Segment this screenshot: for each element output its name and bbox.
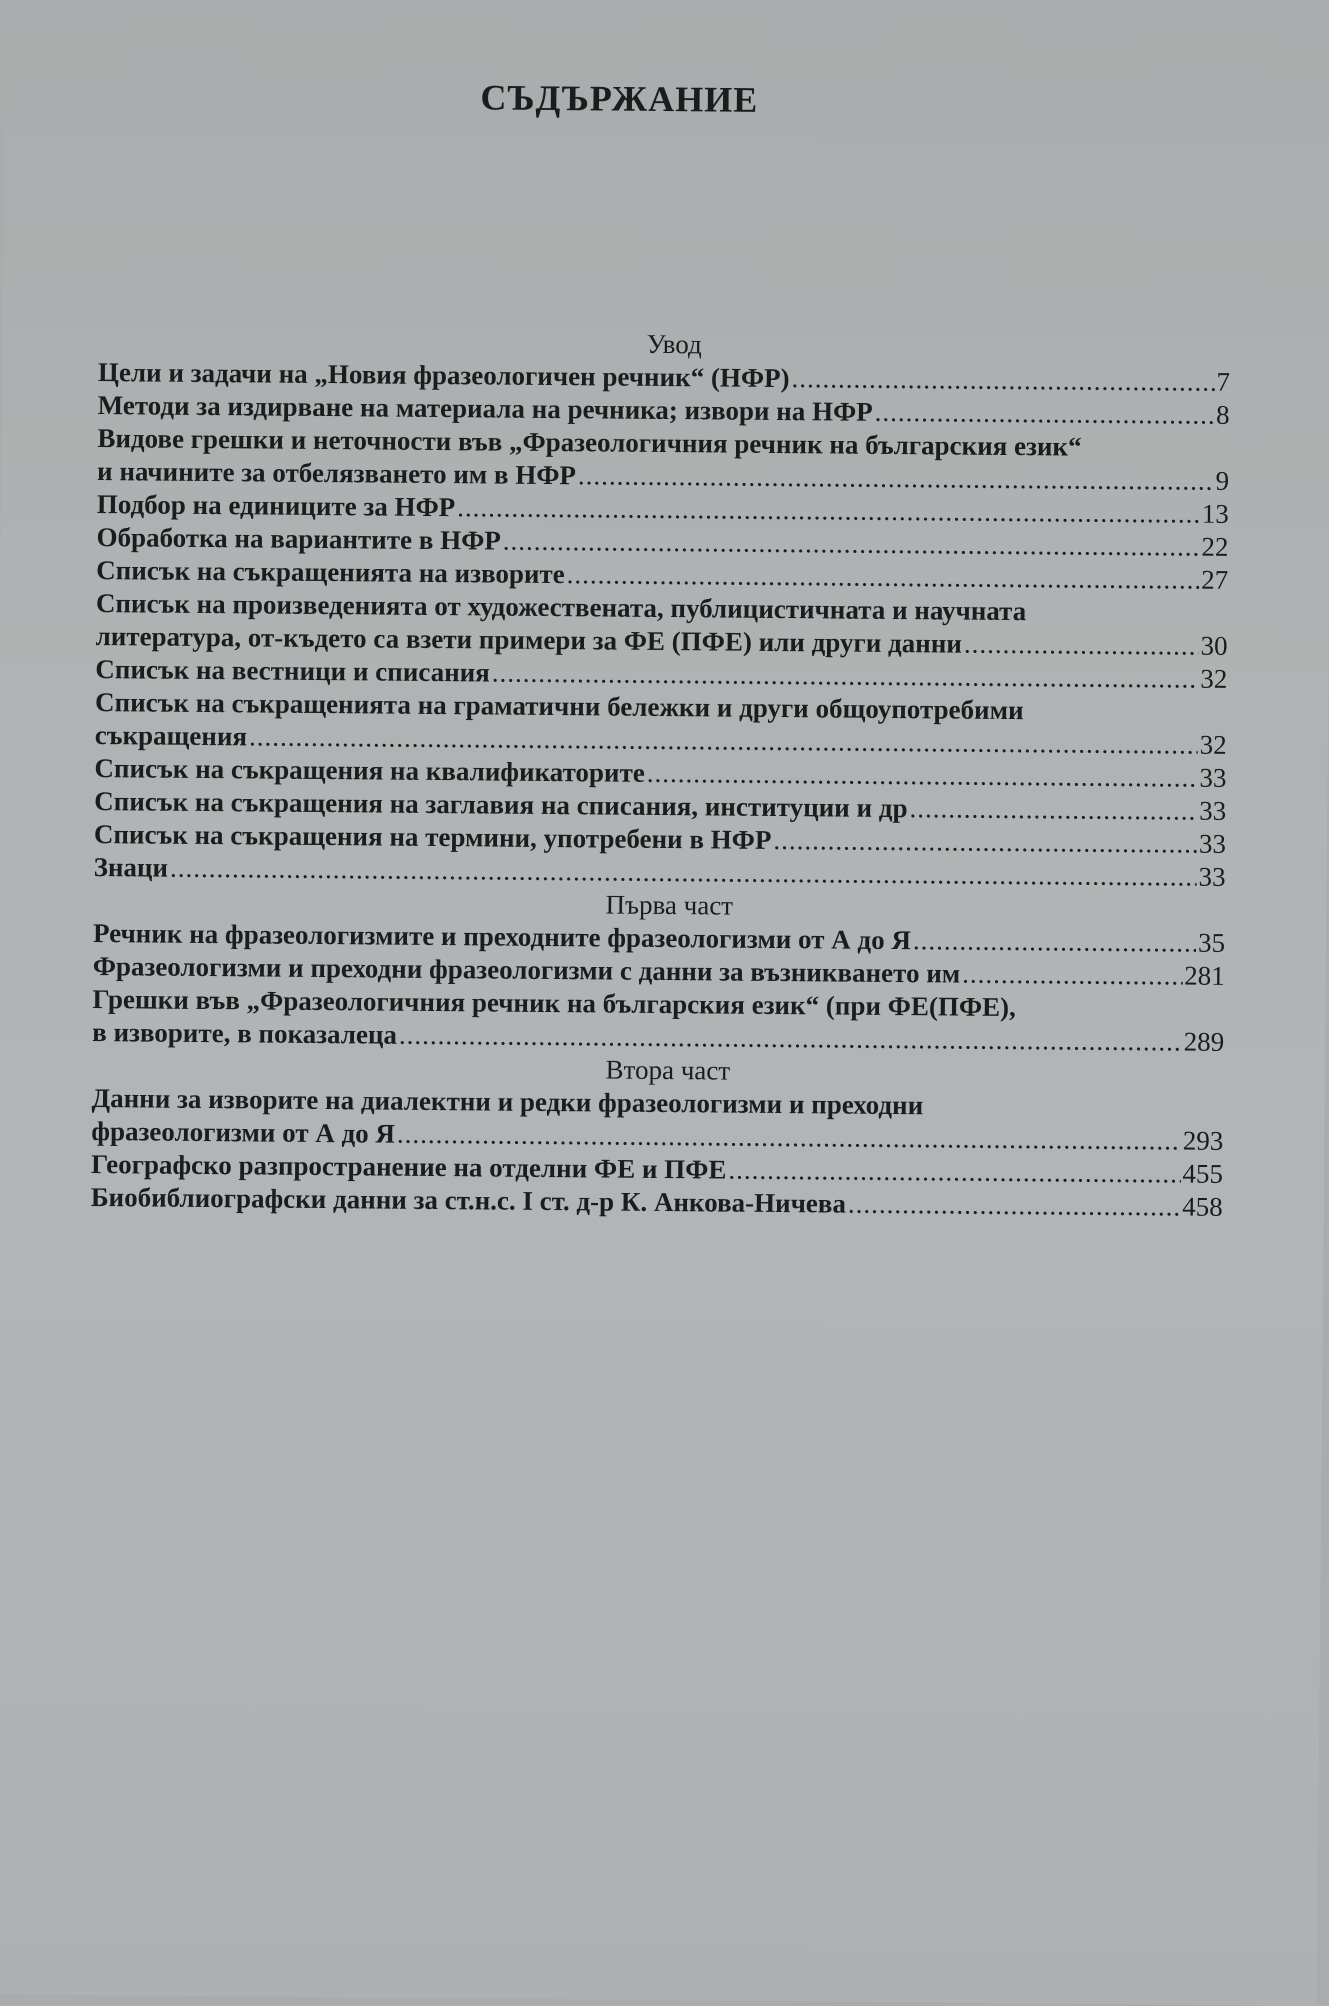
toc-entry[interactable] — [91, 1082, 1224, 1158]
dot-leader — [791, 362, 1214, 399]
toc-entry[interactable] — [96, 587, 1229, 663]
section-heading: Втора част — [605, 1054, 731, 1086]
page-number: 8 — [1216, 399, 1230, 430]
dot-leader — [647, 757, 1198, 795]
dot-leader — [399, 1019, 1182, 1059]
toc-entry-text: Обработка на вариантите в НФР — [96, 522, 501, 556]
dot-leader — [848, 1188, 1181, 1224]
toc-entry-text: Списък на съкращения на термини, употребени в НФР — [93, 819, 772, 855]
toc-entry[interactable] — [95, 686, 1228, 762]
toc-entry-text: Списък на произведенията от художествената, публицистичната и научната — [95, 588, 1027, 627]
section-heading: Първа част — [605, 889, 734, 921]
toc-entry-text: фразеологизми от А до Я — [91, 1116, 396, 1149]
dot-leader — [909, 792, 1197, 828]
page-number: 33 — [1198, 828, 1227, 859]
section-heading: Увод — [646, 328, 702, 360]
dot-leader — [578, 459, 1214, 498]
page-number: 30 — [1200, 630, 1228, 661]
page-title: СЪДЪРЖАНИЕ — [480, 77, 759, 120]
page-number: 22 — [1201, 531, 1229, 562]
page-number: 293 — [1182, 1125, 1224, 1156]
page-number: 455 — [1182, 1158, 1224, 1189]
toc-entry-text: Списък на вестници и списания — [95, 654, 491, 688]
page-number: 9 — [1215, 465, 1230, 496]
page-number: 458 — [1182, 1191, 1223, 1222]
toc-entry[interactable] — [97, 422, 1230, 498]
toc-entry-text: Методи за издирване на материала на речника; извори на НФР — [97, 390, 873, 427]
dot-leader — [728, 1154, 1180, 1191]
toc-entry-text: Цели и задачи на „Новия фразеологичен речник“ (НФР) — [97, 357, 790, 394]
toc-entry-text: Списък на съкращенията на изворите — [96, 555, 565, 590]
page-number: 32 — [1200, 663, 1228, 694]
dot-leader — [962, 958, 1182, 993]
page-number: 281 — [1184, 960, 1225, 991]
page-number: 33 — [1199, 762, 1227, 793]
page-number: 32 — [1199, 729, 1227, 760]
page-number: 35 — [1197, 927, 1226, 958]
dot-leader — [567, 558, 1200, 597]
dot-leader — [913, 924, 1196, 959]
toc-entry-text: в изворите, в показалеца — [92, 1017, 398, 1050]
toc-entry-text: съкращения — [94, 720, 248, 752]
page-number: 33 — [1199, 795, 1227, 826]
toc-entry-text: Подбор на единиците за НФР — [96, 489, 456, 523]
page-number: 33 — [1198, 861, 1226, 892]
toc-entry-text: и начините за отбелязването им в НФР — [96, 456, 577, 491]
toc-entry-text: Речник на фразеологизмите и преходните фразеологизми от А до Я — [92, 918, 912, 956]
toc-entry-text: Знаци — [93, 852, 169, 883]
page-number: 13 — [1201, 498, 1229, 529]
page-number: 7 — [1216, 366, 1231, 397]
toc-entry-text: Списък на съкращенията на граматични бележки и други общоупотребими — [94, 687, 1024, 726]
dot-leader — [964, 628, 1199, 663]
toc-entry[interactable] — [92, 983, 1225, 1059]
toc-entry-text: Фразеологизми и преходни фразеологизми с данни за възникването им — [92, 951, 961, 989]
toc-entry-text: Географско разпространение на отделни ФЕ и ПФЕ — [90, 1149, 727, 1185]
toc-entry-text: Видове грешки и неточности във „Фразеологичния речник на българския език“ — [97, 423, 1082, 462]
toc-entry-text: Списък на съкращения на заглавия на списания, институции и др — [94, 786, 908, 824]
toc-entry-text: Данни за изворите на диалектни и редки фразеологизми и преходни — [91, 1083, 924, 1121]
toc-entry-text: Списък на съкращения на квалификаторите — [94, 753, 645, 788]
toc-entry-text: литература, от-където са взети примери за ФЕ (ПФЕ) или други данни — [95, 621, 963, 659]
page-number: 27 — [1201, 564, 1229, 595]
dot-leader — [773, 824, 1197, 861]
page-number: 289 — [1183, 1026, 1225, 1057]
dot-leader — [875, 396, 1215, 432]
table-of-contents — [91, 323, 1231, 1224]
toc-entry-text: Биобиблиографски данни за ст.н.с. I ст. д-р К. Анкова-Ничева — [90, 1182, 847, 1219]
toc-entry-text: Грешки във „Фразеологичния речник на българския език“ (при ФЕ(ПФЕ), — [92, 984, 1016, 1023]
